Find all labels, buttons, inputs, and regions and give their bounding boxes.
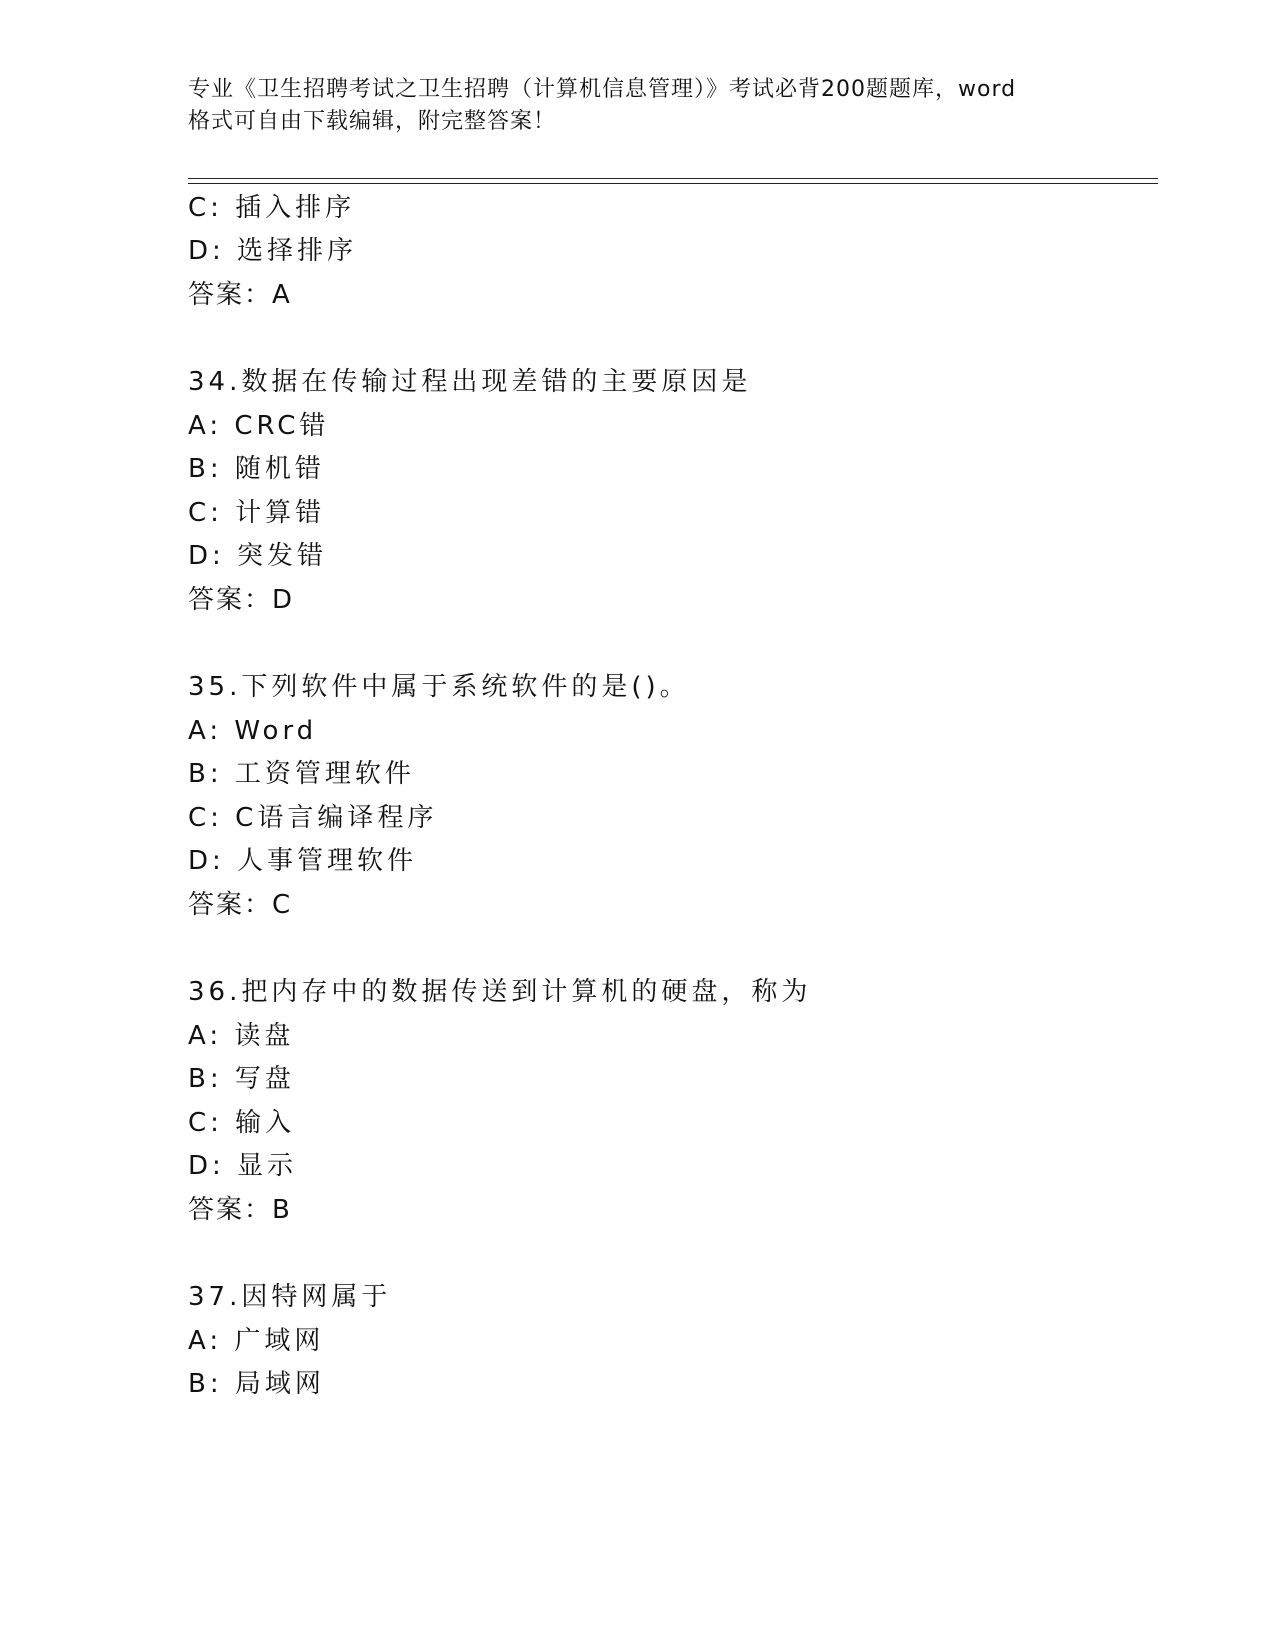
q36-option-a: A: 读盘 [188, 1021, 295, 1051]
q37-question: 37.因特网属于 [188, 1282, 392, 1312]
q34-answer: 答案：D [188, 585, 295, 615]
q33-answer: 答案：A [188, 280, 292, 310]
header-line-1: 专业《卫生招聘考试之卫生招聘（计算机信息管理）》考试必背200题题库，word [188, 77, 1017, 102]
document-header [188, 74, 1088, 138]
q37-option-a: A: 广域网 [188, 1326, 325, 1356]
q36-question: 36.把内存中的数据传送到计算机的硬盘，称为 [188, 977, 812, 1007]
q36-option-b: B: 写盘 [188, 1064, 295, 1094]
q35-question: 35.下列软件中属于系统软件的是()。 [188, 672, 690, 702]
q36-option-c: C: 输入 [188, 1108, 296, 1138]
q35-option-b: B: 工资管理软件 [188, 759, 415, 789]
q35-answer: 答案：C [188, 890, 293, 920]
q34-option-b: B: 随机错 [188, 454, 325, 484]
q34-option-a: A: CRC错 [188, 411, 330, 441]
q37-option-b: B: 局域网 [188, 1369, 325, 1399]
q35-option-d: D: 人事管理软件 [188, 846, 418, 876]
q35-option-c: C: C语言编译程序 [188, 803, 438, 833]
header-line-2: 格式可自由下载编辑，附完整答案！ [188, 109, 557, 134]
q33-option-d: D: 选择排序 [188, 236, 358, 266]
q33-option-c: C: 插入排序 [188, 193, 356, 223]
q36-answer: 答案：B [188, 1195, 292, 1225]
header-divider-top [188, 178, 1158, 179]
header-divider-bottom [188, 183, 1158, 184]
q34-option-c: C: 计算错 [188, 498, 326, 528]
q34-option-d: D: 突发错 [188, 541, 328, 571]
q34-question: 34.数据在传输过程出现差错的主要原因是 [188, 367, 752, 397]
q35-option-a: A: Word [188, 716, 318, 746]
q36-option-d: D: 显示 [188, 1151, 298, 1181]
